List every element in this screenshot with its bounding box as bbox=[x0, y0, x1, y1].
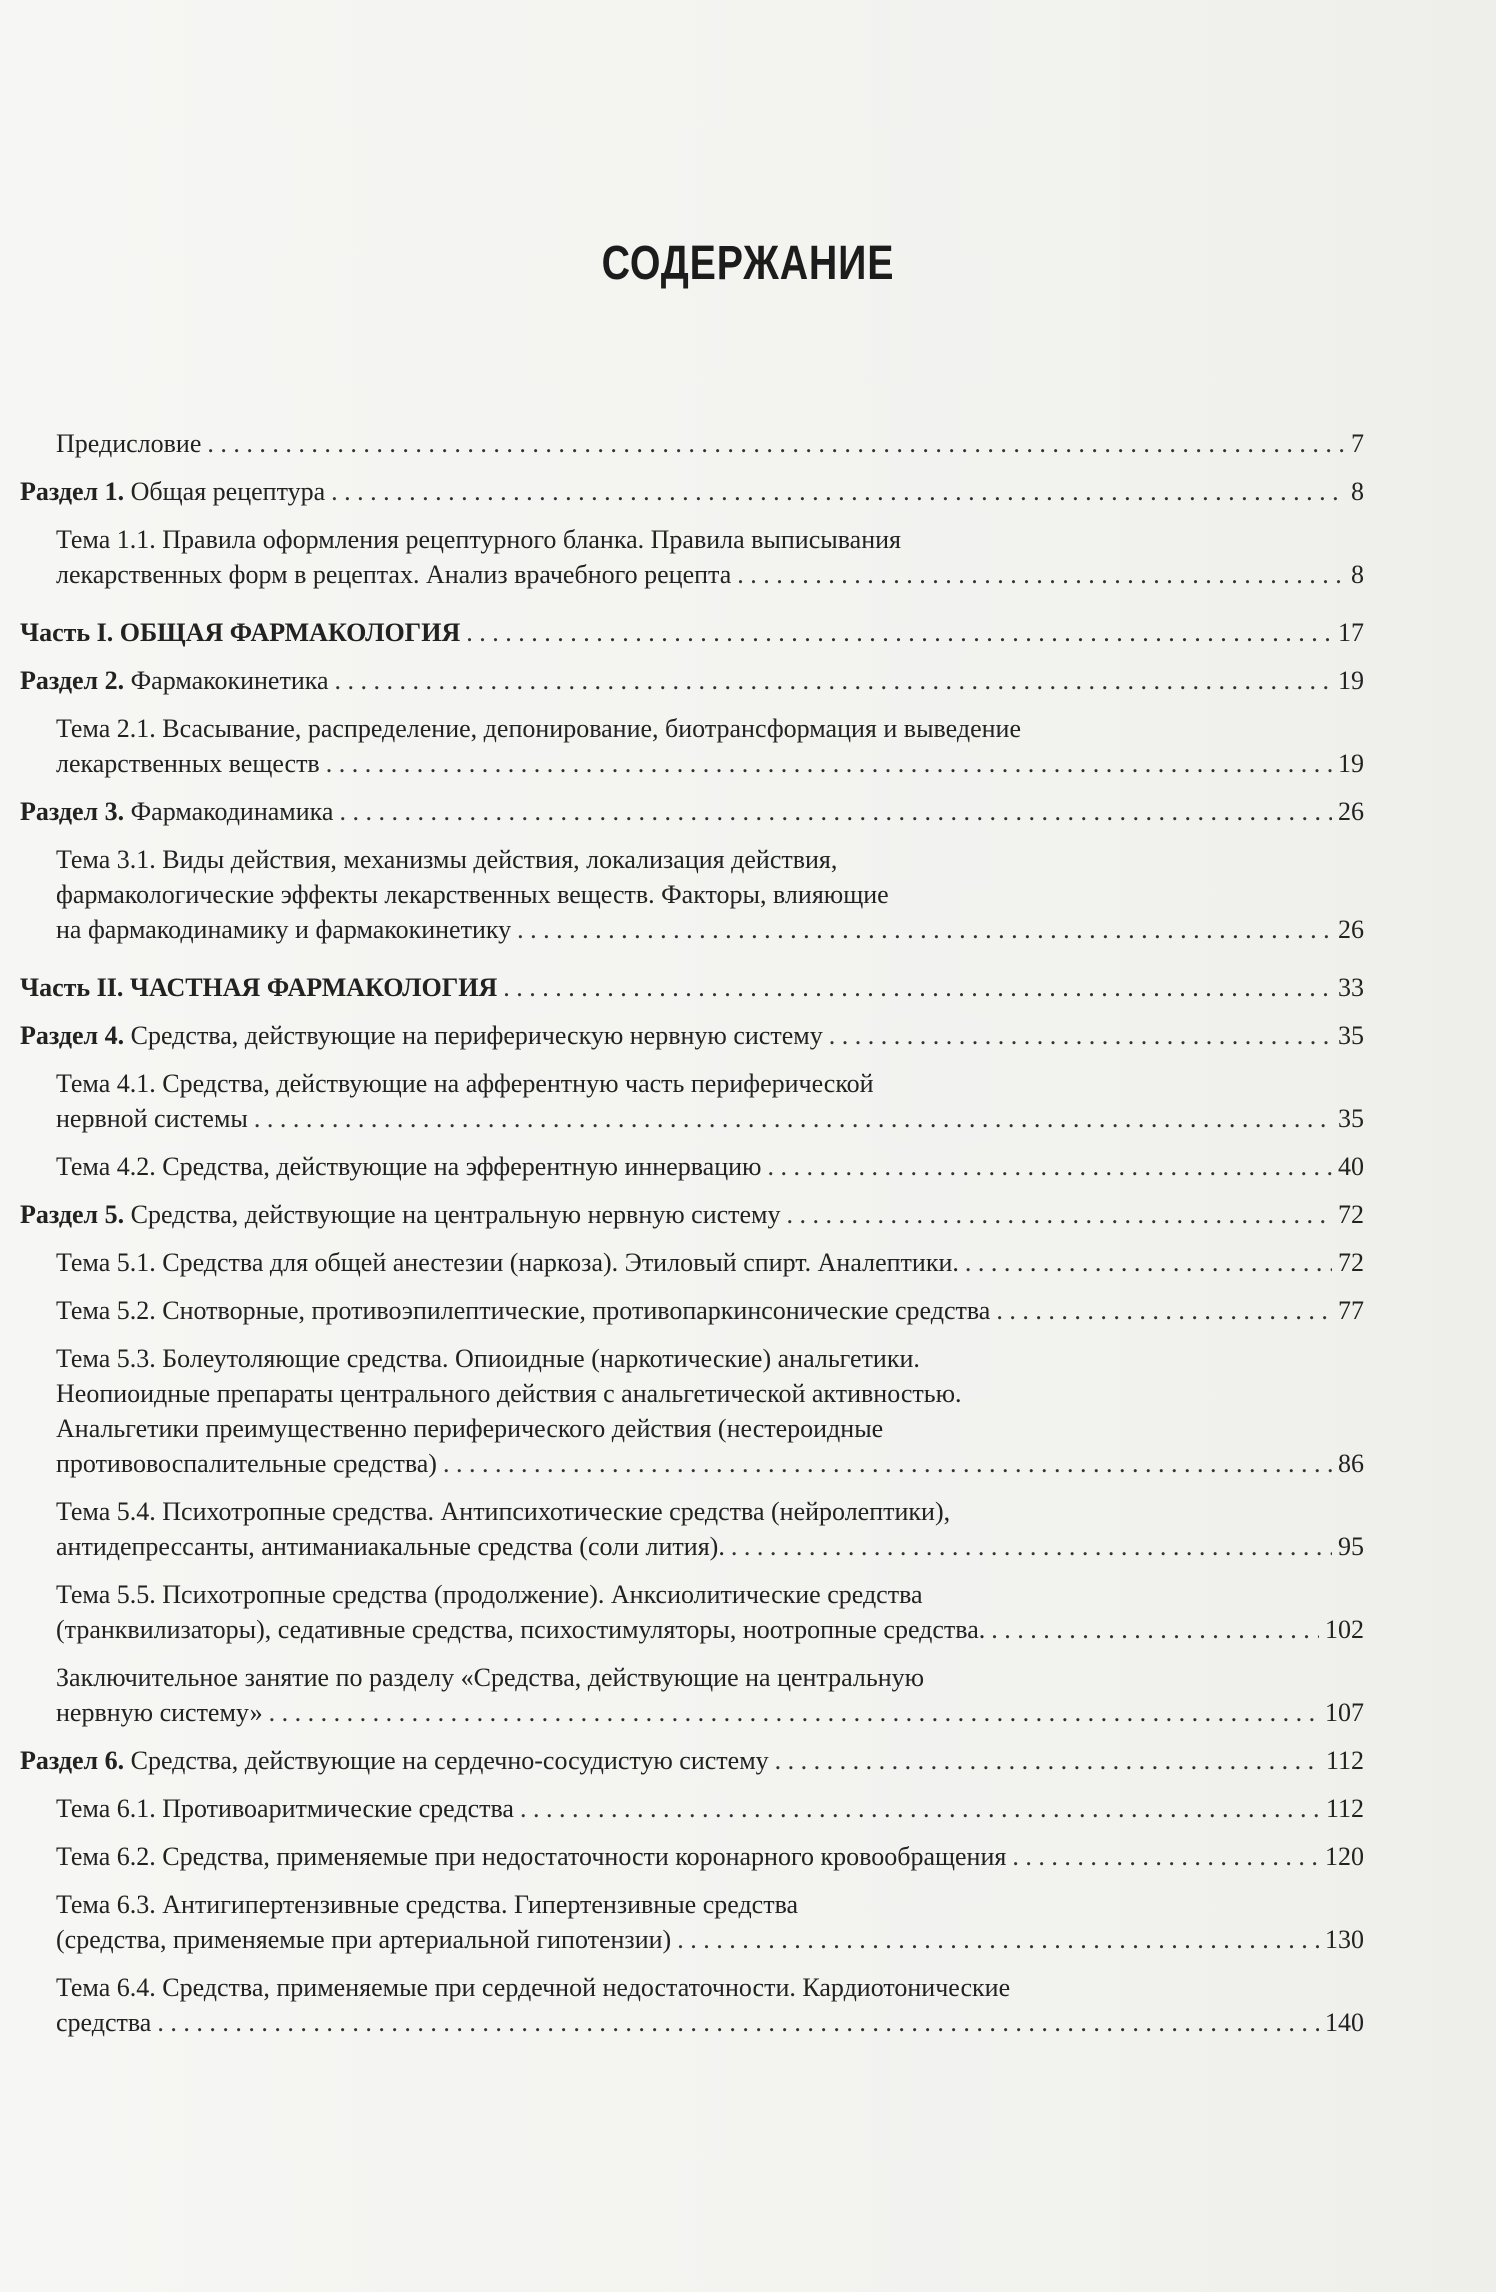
toc-entry bbox=[20, 1791, 1364, 1826]
toc-entry-line bbox=[56, 1577, 1364, 1612]
toc-entry-text: Тема 1.1. Правила оформления рецептурного бланка. Правила выписывания bbox=[56, 525, 901, 554]
toc-entry-text: лекарственных веществ bbox=[56, 749, 320, 778]
toc-entry-text: Тема 6.2. Средства, применяемые при недостаточности коронарного кровообращения bbox=[56, 1842, 1007, 1871]
toc-entry-prefix: Раздел 3. bbox=[20, 797, 125, 826]
toc-entry-text: лекарственных форм в рецептах. Анализ врачебного рецепта bbox=[56, 560, 732, 589]
toc-entry bbox=[20, 1245, 1364, 1280]
toc-entry-prefix: Раздел 1. bbox=[20, 477, 125, 506]
dot-leader bbox=[207, 426, 1345, 461]
toc-entry bbox=[20, 1197, 1364, 1232]
toc-entry-prefix: Раздел 5. bbox=[20, 1200, 125, 1229]
toc-entry-line bbox=[56, 1970, 1364, 2005]
page-number: 112 bbox=[1325, 1746, 1364, 1775]
toc-entry-line bbox=[56, 1149, 1364, 1184]
toc-entry-text: Средства, действующие на сердечно-сосудистую систему bbox=[124, 1746, 769, 1775]
toc-entry-text: Тема 5.3. Болеутоляющие средства. Опиоидные (наркотические) анальгетики. bbox=[56, 1344, 920, 1373]
dot-leader bbox=[335, 663, 1332, 698]
dot-leader bbox=[965, 1245, 1332, 1280]
dot-leader bbox=[269, 1695, 1319, 1730]
toc-entry-prefix: Раздел 4. bbox=[20, 1021, 125, 1050]
toc-entry-line bbox=[56, 1922, 1364, 1957]
toc-entry-line bbox=[56, 522, 1364, 557]
toc-entry bbox=[20, 615, 1364, 650]
toc-entry bbox=[20, 1494, 1364, 1564]
dot-leader bbox=[326, 746, 1332, 781]
toc-entry-line bbox=[20, 1018, 1364, 1053]
dot-leader bbox=[991, 1612, 1319, 1647]
dot-leader bbox=[520, 1791, 1320, 1826]
toc-entry-text: (средства, применяемые при артериальной гипотензии) bbox=[56, 1925, 672, 1954]
page-number: 112 bbox=[1325, 1794, 1364, 1823]
toc-entry-text: нервной системы bbox=[56, 1104, 248, 1133]
page-number: 19 bbox=[1338, 749, 1364, 778]
toc-entry-prefix: Часть I. ОБЩАЯ ФАРМАКОЛОГИЯ bbox=[20, 618, 461, 647]
toc-entry bbox=[20, 711, 1364, 781]
toc-entry bbox=[20, 1066, 1364, 1136]
toc-entry-text: Тема 5.2. Снотворные, противоэпилептические, противопаркинсонические средства bbox=[56, 1296, 991, 1325]
toc-entry-text: Тема 5.1. Средства для общей анестезии (наркоза). Этиловый спирт. Аналептики. bbox=[56, 1248, 959, 1277]
toc-entry-text: Тема 5.5. Психотропные средства (продолжение). Анксиолитические средства bbox=[56, 1580, 923, 1609]
toc-entry bbox=[20, 1660, 1364, 1730]
toc-entry bbox=[20, 1341, 1364, 1481]
toc-entry-prefix: Часть II. ЧАСТНАЯ ФАРМАКОЛОГИЯ bbox=[20, 973, 498, 1002]
toc-entry-line bbox=[20, 1743, 1364, 1778]
toc-entry-line bbox=[56, 746, 1364, 781]
toc-entry-text: Заключительное занятие по разделу «Средства, действующие на центральную bbox=[56, 1663, 925, 1692]
page-number: 120 bbox=[1325, 1842, 1364, 1871]
dot-leader bbox=[443, 1446, 1332, 1481]
dot-leader bbox=[503, 970, 1332, 1005]
page-title: СОДЕРЖАНИЕ bbox=[601, 237, 895, 290]
toc-entry-text: (транквилизаторы), седативные средства, психостимуляторы, ноотропные средства. bbox=[56, 1615, 986, 1644]
toc-entry-text: средства bbox=[56, 2008, 152, 2037]
toc-entry-line bbox=[20, 1197, 1364, 1232]
toc-entry bbox=[20, 1149, 1364, 1184]
dot-leader bbox=[677, 1922, 1319, 1957]
page-number: 26 bbox=[1338, 915, 1364, 944]
toc-entry bbox=[20, 1970, 1364, 2040]
dot-leader bbox=[517, 912, 1332, 947]
toc-entry-text: Тема 3.1. Виды действия, механизмы действия, локализация действия, bbox=[56, 845, 838, 874]
toc-entry-line bbox=[56, 1660, 1364, 1695]
toc-entry-text: Тема 4.1. Средства, действующие на афферентную часть периферической bbox=[56, 1069, 874, 1098]
dot-leader bbox=[767, 1149, 1332, 1184]
dot-leader bbox=[1012, 1839, 1319, 1874]
toc-entry-line bbox=[56, 426, 1364, 461]
toc-entry-line bbox=[56, 1376, 1364, 1411]
dot-leader bbox=[331, 474, 1345, 509]
dot-leader bbox=[254, 1101, 1332, 1136]
toc-entry-text: на фармакодинамику и фармакокинетику bbox=[56, 915, 512, 944]
toc-entry-line bbox=[56, 1839, 1364, 1874]
toc-entry-text: Фармакокинетика bbox=[124, 666, 329, 695]
page-number: 26 bbox=[1338, 797, 1364, 826]
toc-entry-line bbox=[56, 1411, 1364, 1446]
page-number: 8 bbox=[1351, 560, 1364, 589]
toc-entry bbox=[20, 1018, 1364, 1053]
toc-entry bbox=[20, 1293, 1364, 1328]
toc-entry bbox=[20, 426, 1364, 461]
page-number: 72 bbox=[1338, 1248, 1364, 1277]
dot-leader bbox=[339, 794, 1332, 829]
toc-entry-line bbox=[20, 970, 1364, 1005]
page-number: 35 bbox=[1338, 1021, 1364, 1050]
toc-entry-text: Тема 6.3. Антигипертензивные средства. Гипертензивные средства bbox=[56, 1890, 799, 1919]
dot-leader bbox=[829, 1018, 1332, 1053]
page-number: 102 bbox=[1325, 1615, 1364, 1644]
page-number: 72 bbox=[1338, 1200, 1364, 1229]
toc-entry-line bbox=[56, 1529, 1364, 1564]
toc-entry-text: противовоспалительные средства) bbox=[56, 1449, 437, 1478]
toc-entry-text: Средства, действующие на периферическую нервную систему bbox=[124, 1021, 823, 1050]
dot-leader bbox=[787, 1197, 1332, 1232]
toc-entry bbox=[20, 1577, 1364, 1647]
toc-entry-text: антидепрессанты, антиманиакальные средства (соли лития). bbox=[56, 1532, 725, 1561]
dot-leader bbox=[737, 557, 1345, 592]
toc-entry bbox=[20, 794, 1364, 829]
page-number: 86 bbox=[1338, 1449, 1364, 1478]
toc-entry bbox=[20, 1887, 1364, 1957]
toc-entry-text: Средства, действующие на центральную нервную систему bbox=[124, 1200, 781, 1229]
toc-entry-text: Предисловие bbox=[56, 429, 202, 458]
table-of-contents bbox=[20, 426, 1364, 2040]
toc-entry bbox=[20, 522, 1364, 592]
toc-entry-text: Анальгетики преимущественно периферического действия (нестероидные bbox=[56, 1414, 884, 1443]
toc-entry-line bbox=[56, 1887, 1364, 1922]
toc-entry-line bbox=[56, 711, 1364, 746]
toc-entry-line bbox=[56, 2005, 1364, 2040]
page-number: 140 bbox=[1325, 2008, 1364, 2037]
toc-entry bbox=[20, 842, 1364, 947]
toc-entry-prefix: Раздел 2. bbox=[20, 666, 125, 695]
dot-leader bbox=[775, 1743, 1320, 1778]
dot-leader bbox=[157, 2005, 1319, 2040]
page-number: 7 bbox=[1351, 429, 1364, 458]
page-number: 95 bbox=[1338, 1532, 1364, 1561]
toc-entry-prefix: Раздел 6. bbox=[20, 1746, 125, 1775]
page-number: 35 bbox=[1338, 1104, 1364, 1133]
toc-entry bbox=[20, 970, 1364, 1005]
dot-leader bbox=[731, 1529, 1332, 1564]
toc-entry-line bbox=[56, 1101, 1364, 1136]
toc-entry-line bbox=[56, 1791, 1364, 1826]
toc-entry-line bbox=[56, 1695, 1364, 1730]
toc-entry-text: Тема 6.4. Средства, применяемые при сердечной недостаточности. Кардиотонические bbox=[56, 1973, 1011, 2002]
toc-entry-text: Тема 2.1. Всасывание, распределение, депонирование, биотрансформация и выведение bbox=[56, 714, 1021, 743]
toc-entry-text: Тема 5.4. Психотропные средства. Антипсихотические средства (нейролептики), bbox=[56, 1497, 951, 1526]
toc-entry-line bbox=[20, 615, 1364, 650]
toc-entry-line bbox=[56, 912, 1364, 947]
toc-entry-line bbox=[56, 1293, 1364, 1328]
page-number: 19 bbox=[1338, 666, 1364, 695]
toc-entry bbox=[20, 474, 1364, 509]
toc-entry bbox=[20, 1839, 1364, 1874]
toc-entry-line bbox=[20, 474, 1364, 509]
page-number: 8 bbox=[1351, 477, 1364, 506]
toc-entry bbox=[20, 663, 1364, 698]
page-number: 130 bbox=[1325, 1925, 1364, 1954]
toc-entry-line bbox=[20, 663, 1364, 698]
page-number: 107 bbox=[1325, 1698, 1364, 1727]
page-number: 40 bbox=[1338, 1152, 1364, 1181]
toc-entry-line bbox=[56, 877, 1364, 912]
toc-entry-text: Общая рецептура bbox=[124, 477, 326, 506]
toc-entry-line bbox=[56, 557, 1364, 592]
page-number: 17 bbox=[1338, 618, 1364, 647]
toc-entry-text: Тема 6.1. Противоаритмические средства bbox=[56, 1794, 514, 1823]
toc-entry-line bbox=[56, 1446, 1364, 1481]
toc-entry-line bbox=[56, 1612, 1364, 1647]
dot-leader bbox=[466, 615, 1332, 650]
toc-entry-line bbox=[56, 1066, 1364, 1101]
toc-entry-text: Фармакодинамика bbox=[124, 797, 334, 826]
toc-entry-text: Неопиоидные препараты центрального действия с анальгетической активностью. bbox=[56, 1379, 962, 1408]
toc-entry-line bbox=[56, 1341, 1364, 1376]
page-number: 77 bbox=[1338, 1296, 1364, 1325]
toc-entry bbox=[20, 1743, 1364, 1778]
dot-leader bbox=[996, 1293, 1332, 1328]
toc-entry-line bbox=[56, 842, 1364, 877]
toc-entry-text: фармакологические эффекты лекарственных веществ. Факторы, влияющие bbox=[56, 880, 889, 909]
toc-entry-line bbox=[56, 1494, 1364, 1529]
toc-entry-text: Тема 4.2. Средства, действующие на эфферентную иннервацию bbox=[56, 1152, 762, 1181]
toc-entry-text: нервную систему» bbox=[56, 1698, 263, 1727]
page-number: 33 bbox=[1338, 973, 1364, 1002]
toc-entry-line bbox=[20, 794, 1364, 829]
toc-entry-line bbox=[56, 1245, 1364, 1280]
